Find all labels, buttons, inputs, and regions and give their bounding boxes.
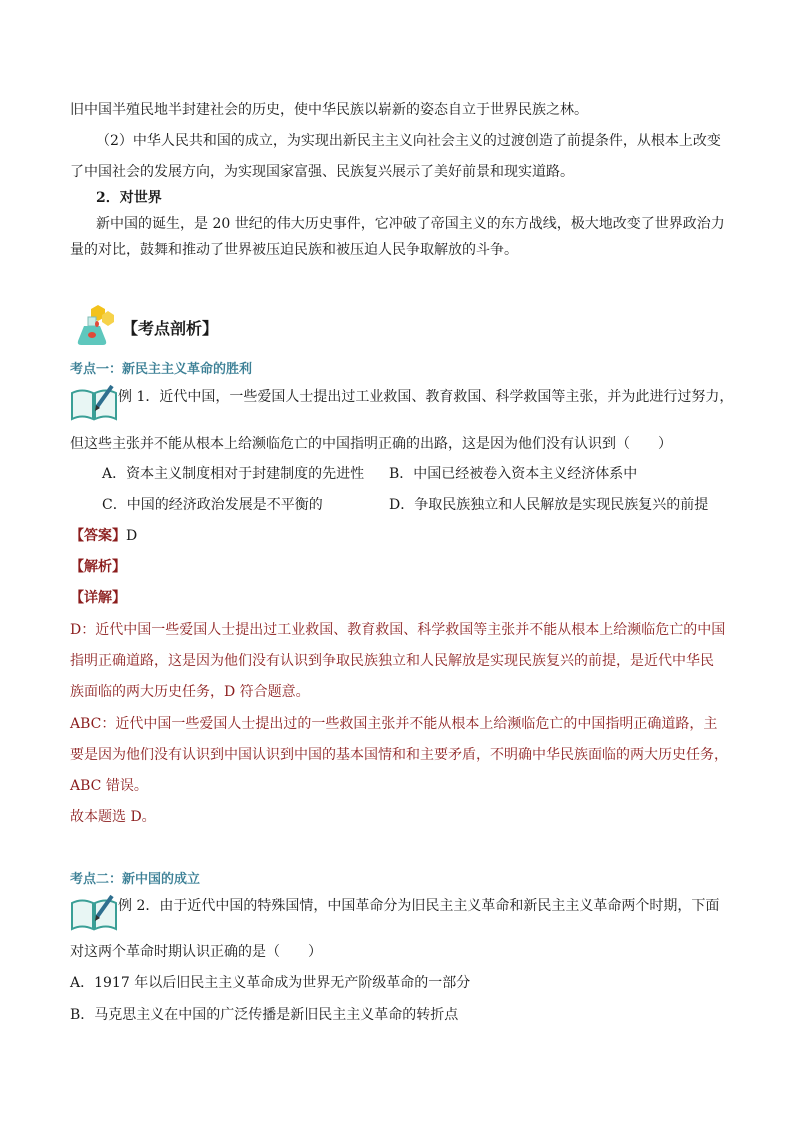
question-1-option-d: D．争取民族独立和人民解放是实现民族复兴的前提: [389, 497, 709, 513]
detail-abc-line-1: ABC：近代中国一些爱国人士提出过的一些救国主张并不能从根本上给濒临危亡的中国指明正确道路，主: [70, 716, 718, 732]
intro-paragraph-2-line-1: （2）中华人民共和国的成立，为实现出新民主主义向社会主义的过渡创造了前提条件，从根本上改变: [96, 133, 721, 149]
point-1-label: 考点一：新民主主义革命的胜利: [70, 362, 253, 377]
intro-paragraph-3-line-1: 新中国的诞生，是 20 世纪的伟大历史事件，它冲破了帝国主义的东方战线，极大地改变了世界政治力: [96, 216, 725, 232]
section-title: 【考点剖析】: [122, 319, 219, 338]
analysis-label: 【解析】: [70, 559, 126, 575]
detail-label: 【详解】: [70, 590, 126, 606]
book-pencil-icon: [70, 383, 118, 423]
question-2-line-2: 对这两个革命时期认识正确的是（ ）: [70, 944, 322, 960]
question-1-line-2: 但这些主张并不能从根本上给濒临危亡的中国指明正确的出路，这是因为他们没有认识到（ ）: [70, 436, 672, 452]
detail-d-line-2: 指明正确道路，这是因为他们没有认识到争取民族独立和人民解放是实现民族复兴的前提，是近代中华民: [70, 653, 714, 669]
detail-abc-line-3: ABC 错误。: [70, 778, 148, 794]
conclusion: 故本题选 D。: [70, 809, 156, 825]
question-2-line-1: 例 2．由于近代中国的特殊国情，中国革命分为旧民主主义革命和新民主主义革命两个时期，下面: [118, 898, 720, 914]
intro-paragraph-2-line-2: 了中国社会的发展方向，为实现国家富强、民族复兴展示了美好前景和现实道路。: [70, 164, 574, 180]
intro-paragraph-3-line-2: 量的对比，鼓舞和推动了世界被压迫民族和被压迫人民争取解放的斗争。: [70, 242, 518, 258]
point-2-label: 考点二：新中国的成立: [70, 872, 201, 887]
question-2-option-b: B．马克思主义在中国的广泛传播是新旧民主主义革命的转折点: [70, 1007, 459, 1023]
book-pencil-icon: [70, 893, 118, 933]
question-1-option-b: B．中国已经被卷入资本主义经济体系中: [389, 466, 638, 482]
answer-value: D: [126, 528, 138, 544]
question-1-option-a: A．资本主义制度相对于封建制度的先进性: [102, 466, 365, 482]
answer-row: [70, 526, 137, 546]
intro-line-1: 旧中国半殖民地半封建社会的历史，使中华民族以崭新的姿态自立于世界民族之林。: [70, 102, 588, 118]
detail-d-line-3: 族面临的两大历史任务，D 符合题意。: [70, 684, 310, 700]
detail-abc-line-2: 要是因为他们没有认识到中国认识到中国的基本国情和和主要矛盾，不明确中华民族面临的两大历史任务，: [70, 747, 728, 763]
answer-label: 【答案】: [70, 528, 126, 544]
question-1-option-c: C．中国的经济政治发展是不平衡的: [102, 497, 323, 513]
flask-icon: [74, 303, 120, 347]
detail-d-line-1: D：近代中国一些爱国人士提出过工业救国、教育救国、科学救国等主张并不能从根本上给濒临危亡的中国: [70, 622, 726, 638]
question-1-line-1: 例 1．近代中国，一些爱国人士提出过工业救国、教育救国、科学救国等主张，并为此进行过努力，: [118, 389, 734, 405]
heading-to-world: 2．对世界: [96, 190, 162, 206]
question-2-option-a: A．1917 年以后旧民主主义革命成为世界无产阶级革命的一部分: [70, 975, 471, 991]
